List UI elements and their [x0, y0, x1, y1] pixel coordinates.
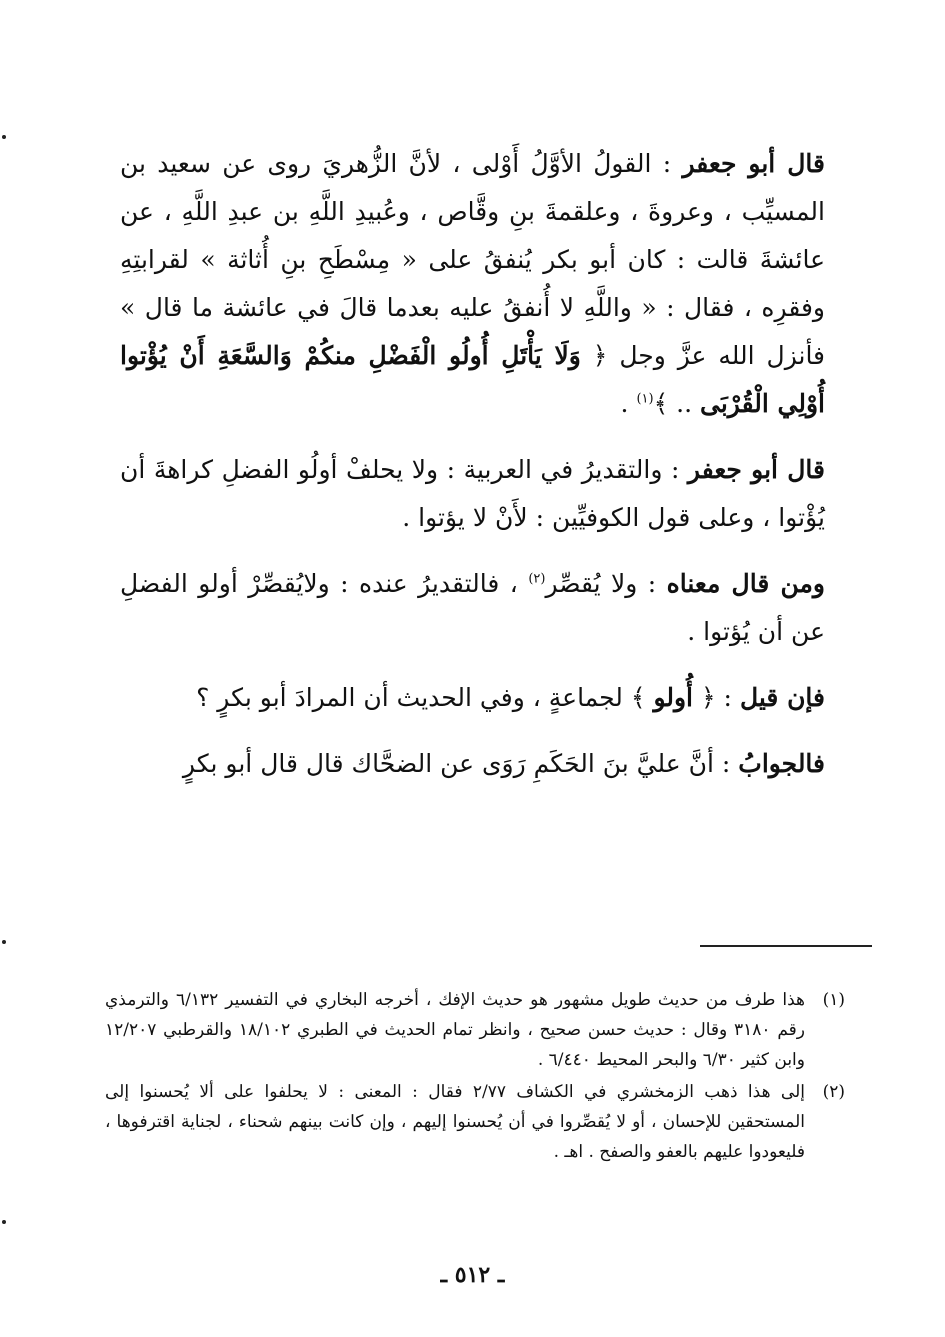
- page-number: ـ ٥١٢ ـ: [440, 1262, 505, 1288]
- paragraph-text: : القولُ الأوَّلُ أَوْلى ، لأنَّ الزُّهريَ روى عن سعيد بن المسيِّب ، وعروةَ ، وعلقمةَ بنِ وقَّاص ، وعُبيدِ اللَّهِ بن عبدِ اللَّهِ ، عن عائشةَ قالت : كان أبو بكر يُنفقُ على « مِسْطَحِ بنِ أُثاثة » لقرابتِهِ وفقرِه ، فقال : « واللَّهِ لا أُنفقُ عليه بعدما قالَ في عائشة ما قال » فأنزل الله عزَّ وجل ﴿: [120, 149, 826, 370]
- paragraph-lead: قال أبو جعفر: [682, 149, 826, 178]
- paragraph-text: : ولا يُقصِّر: [545, 569, 667, 598]
- footnote-1: [105, 985, 845, 1075]
- footnote-divider: [700, 945, 872, 947]
- footnotes: [105, 985, 845, 1169]
- paragraph-text: : ﴿: [693, 683, 740, 712]
- paragraph-lead: فإن قيل: [739, 683, 825, 712]
- paragraph-tail: .. ﴾: [653, 389, 701, 418]
- paragraph-3: [120, 560, 825, 656]
- footnote-text: إلى هذا ذهب الزمخشري في الكشاف ٢/٧٧ فقال : المعنى : لا يحلفوا على ألا يُحسنوا إلى المستحقين للإحسان ، أو لا يُقصِّروا في أن يُحسنوا إليهم ، وإن كانت بينهم شحناء ، لجناية اقترفوها ، فليعودوا عليهم بالعفو والصفح . اهـ .: [105, 1082, 805, 1162]
- scan-mark: [2, 1220, 6, 1224]
- main-text: [120, 140, 825, 806]
- quran-quote: وَلَا يَأْتَلِ أُولُو الْفَضْلِ منكُمْ وَالسَّعَةِ أَنْ يُؤْتوا أُوْلِي الْقُرْبَى: [120, 341, 825, 418]
- paragraph-end: .: [620, 389, 637, 418]
- paragraph-end: ، فالتقديرُ عنده : ولايُقصِّرْ أولو الفضلِ عن أن يُؤتوا .: [120, 569, 825, 646]
- footnote-text: هذا طرف من حديث طويل مشهور هو حديث الإفك ، أخرجه البخاري في التفسير ٦/١٣٢ والترمذي رقم ٣١٨٠ وقال : حديث حسن صحيح ، وانظر تمام الحديث في الطبري ١٨/١٠٢ والقرطبي ١٢/٢٠٧ وابن كثير ٦/٣٠ والبحر المحيط ٦/٤٤٠ .: [105, 990, 805, 1070]
- paragraph-text: : والتقديرُ في العربية : ولا يحلفْ أولُو الفضلِ كراهةَ أن يُؤْتوا ، وعلى قول الكوفيِّين : لأَنْ لا يؤتوا .: [120, 455, 825, 532]
- footnote-ref-1[interactable]: (١): [636, 391, 654, 407]
- paragraph-tail: ﴾ لجماعةٍ ، وفي الحديث أن المرادَ أبو بكرٍ ؟: [196, 683, 654, 712]
- scan-mark: [2, 135, 6, 139]
- quran-quote: أُولو: [653, 683, 694, 712]
- footnote-number: (٢): [822, 1082, 845, 1102]
- paragraph-2: [120, 446, 825, 542]
- paragraph-5: [120, 740, 825, 788]
- footnote-number: (١): [822, 990, 845, 1010]
- paragraph-lead: ومن قال معناه: [666, 569, 825, 598]
- paragraph-text: : أنَّ عليَّ بنَ الحَكَمِ رَوَى عن الضحَّاك قال قال أبو بكرٍ: [182, 749, 739, 778]
- paragraph-4: [120, 674, 825, 722]
- footnote-ref-2[interactable]: (٢): [528, 571, 546, 587]
- scan-mark: [2, 940, 6, 944]
- paragraph-lead: قال أبو جعفر: [687, 455, 825, 484]
- paragraph-1: [120, 140, 825, 428]
- paragraph-lead: فالجوابُ: [738, 749, 825, 778]
- footnote-2: [105, 1077, 845, 1167]
